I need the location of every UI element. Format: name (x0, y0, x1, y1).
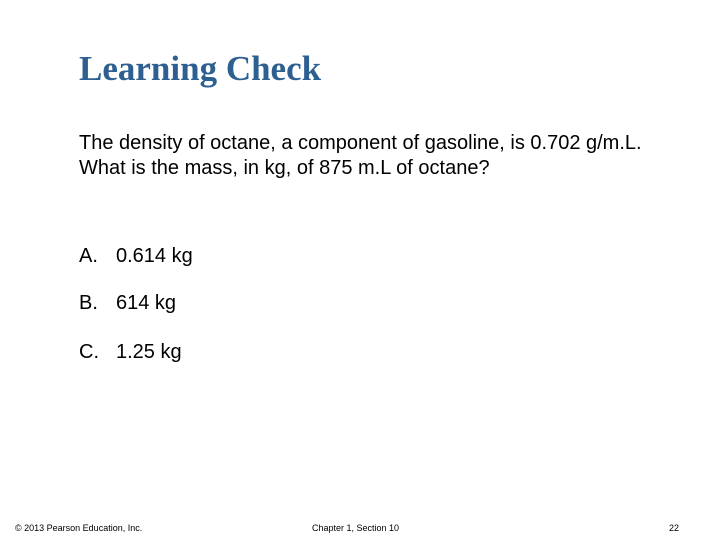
answer-option-c (79, 340, 182, 365)
question-text: The density of octane, a component of gasoline, is 0.702 g/m.L. What is the mass, in kg, of 875 m.L of octane? (79, 132, 642, 179)
footer-copyright: © 2013 Pearson Education, Inc. (15, 523, 143, 533)
option-letter: A. (79, 245, 98, 267)
option-text: 614 kg (116, 292, 177, 314)
footer-page-number: 22 (668, 523, 679, 533)
answer-option-b (79, 291, 176, 316)
footer-section: Chapter 1, Section 10 (312, 523, 400, 533)
option-letter: C. (79, 341, 99, 363)
answer-option-a (79, 244, 193, 269)
slide-title: Learning Check (79, 49, 322, 88)
option-text: 0.614 kg (116, 245, 193, 267)
option-letter: B. (79, 292, 98, 314)
option-text: 1.25 kg (116, 341, 182, 363)
